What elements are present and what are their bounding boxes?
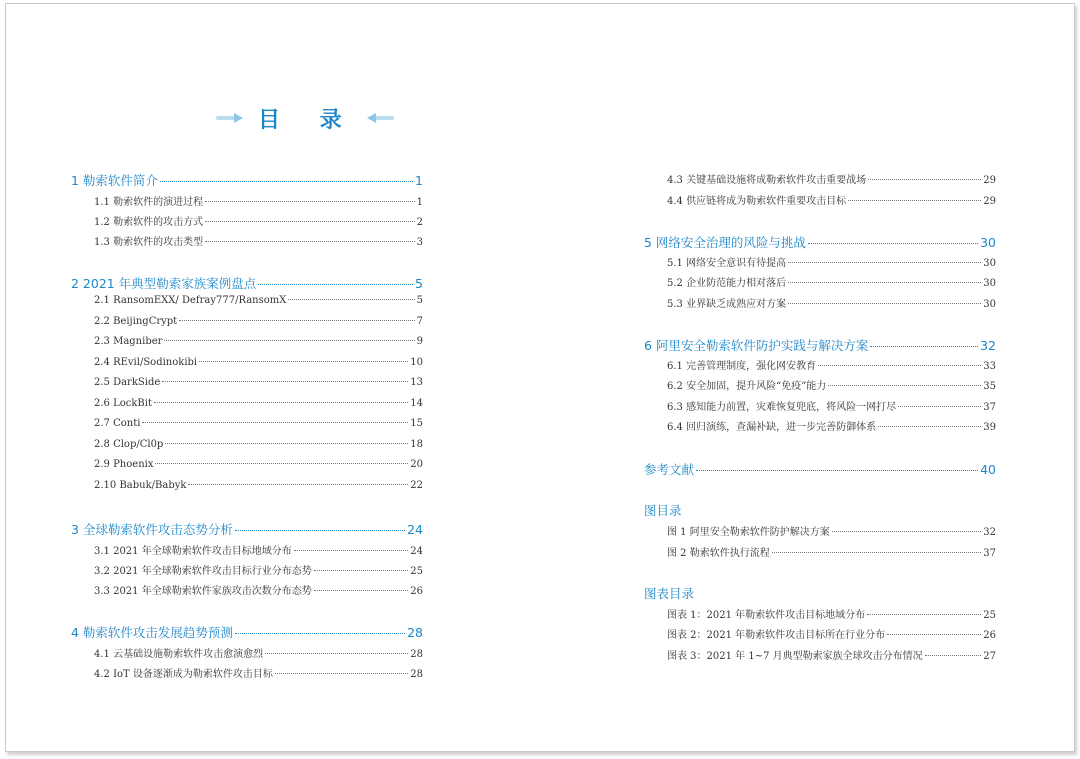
toc-section-2[interactable]: 2 2021 年典型勒索家族案例盘点 5 <box>71 276 423 291</box>
figure-list-heading: 图目录 <box>644 503 682 518</box>
toc-table-3[interactable]: 图表 3：2021 年 1~7 月典型勒索家族全球攻击分布情况 27 <box>667 651 996 662</box>
toc-entry-5-1[interactable]: 5.1 网络安全意识有待提高 30 <box>667 258 996 269</box>
toc-references[interactable]: 参考文献 40 <box>644 462 996 477</box>
toc-figure-2[interactable]: 图 2 勒索软件执行流程 37 <box>667 548 996 559</box>
toc-entry-5-3[interactable]: 5.3 业界缺乏成熟应对方案 30 <box>667 299 996 310</box>
toc-section-1[interactable]: 1 勒索软件简介 1 <box>71 173 423 188</box>
toc-entry-2-10[interactable]: 2.10 Babuk/Babyk 22 <box>94 480 423 491</box>
toc-entry-4-1[interactable]: 4.1 云基础设施勒索软件攻击愈演愈烈 28 <box>94 649 423 660</box>
toc-entry-2-8[interactable]: 2.8 Clop/Cl0p 18 <box>94 439 423 450</box>
toc-title-area <box>0 101 540 135</box>
toc-entry-6-4[interactable]: 6.4 回归演练，查漏补缺，进一步完善防御体系 39 <box>667 422 996 433</box>
toc-entry-4-4[interactable]: 4.4 供应链将成为勒索软件重要攻击目标 29 <box>667 196 996 207</box>
toc-entry-1-1[interactable]: 1.1 勒索软件的演进过程 1 <box>94 197 423 208</box>
arrow-right-decoration-icon <box>216 111 246 125</box>
toc-entry-2-2[interactable]: 2.2 BeijingCrypt 7 <box>94 316 423 327</box>
toc-entry-6-1[interactable]: 6.1 完善管理制度，强化网安教育 33 <box>667 361 996 372</box>
toc-table-1[interactable]: 图表 1：2021 年勒索软件攻击目标地域分布 25 <box>667 610 996 621</box>
toc-entry-4-2[interactable]: 4.2 IoT 设备逐渐成为勒索软件攻击目标 28 <box>94 669 423 680</box>
toc-entry-2-5[interactable]: 2.5 DarkSide 13 <box>94 377 423 388</box>
toc-entry-2-1[interactable]: 2.1 RansomEXX/ Defray777/RansomX 5 <box>94 295 423 306</box>
toc-section-4[interactable]: 4 勒索软件攻击发展趋势预测 28 <box>71 625 423 640</box>
toc-section-5[interactable]: 5 网络安全治理的风险与挑战 30 <box>644 235 996 250</box>
toc-section-3[interactable]: 3 全球勒索软件攻击态势分析 24 <box>71 522 423 537</box>
toc-table-2[interactable]: 图表 2：2021 年勒索软件攻击目标所在行业分布 26 <box>667 630 996 641</box>
toc-entry-3-2[interactable]: 3.2 2021 年全球勒索软件攻击目标行业分布态势 25 <box>94 566 423 577</box>
table-list-heading: 图表目录 <box>644 586 695 601</box>
toc-section-6[interactable]: 6 阿里安全勒索软件防护实践与解决方案 32 <box>644 338 996 353</box>
toc-entry-2-9[interactable]: 2.9 Phoenix 20 <box>94 459 423 470</box>
toc-entry-3-1[interactable]: 3.1 2021 年全球勒索软件攻击目标地域分布 24 <box>94 546 423 557</box>
toc-entry-4-3[interactable]: 4.3 关键基础设施将成勒索软件攻击重要战场 29 <box>667 175 996 186</box>
toc-entry-5-2[interactable]: 5.2 企业防范能力相对落后 30 <box>667 278 996 289</box>
toc-figure-1[interactable]: 图 1 阿里安全勒索软件防护解决方案 32 <box>667 527 996 538</box>
toc-entry-2-3[interactable]: 2.3 Magniber 9 <box>94 336 423 347</box>
toc-entry-2-4[interactable]: 2.4 REvil/Sodinokibi 10 <box>94 357 423 368</box>
toc-entry-2-7[interactable]: 2.7 Conti 15 <box>94 418 423 429</box>
toc-entry-3-3[interactable]: 3.3 2021 年全球勒索软件家族攻击次数分布态势 26 <box>94 586 423 597</box>
arrow-left-decoration-icon <box>364 111 394 125</box>
toc-entry-2-6[interactable]: 2.6 LockBit 14 <box>94 398 423 409</box>
toc-entry-6-3[interactable]: 6.3 感知能力前置，灾难恢复兜底，将风险一网打尽 37 <box>667 402 996 413</box>
toc-entry-1-3[interactable]: 1.3 勒索软件的攻击类型 3 <box>94 237 423 248</box>
toc-entry-1-2[interactable]: 1.2 勒索软件的攻击方式 2 <box>94 217 423 228</box>
toc-entry-6-2[interactable]: 6.2 安全加固，提升风险“免疫”能力 35 <box>667 381 996 392</box>
toc-title: 目 录 <box>258 106 358 133</box>
